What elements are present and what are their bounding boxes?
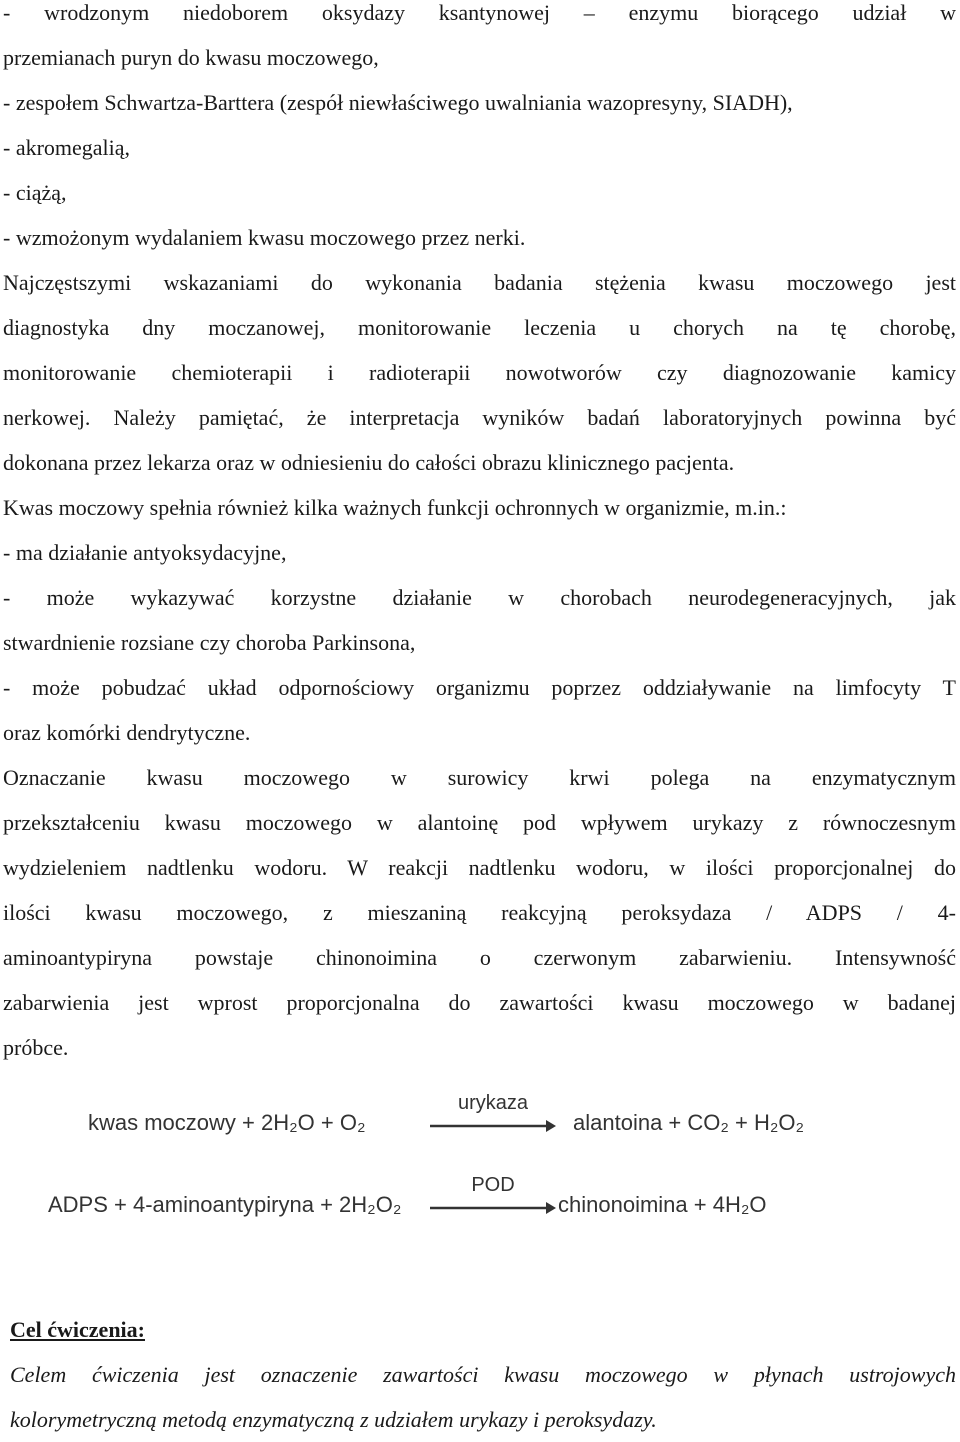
text-line: monitorowanie chemioterapii i radioterapii nowotworów czy diagnozowanie kamicy: [3, 360, 956, 385]
text-line: stwardnienie rozsiane czy choroba Parkinsona,: [3, 630, 416, 655]
reaction-uricase-enzyme: urykaza: [457, 1092, 529, 1114]
text-line: nerkowej. Należy pamiętać, że interpretacja wyników badań laboratoryjnych powinna być: [3, 405, 956, 430]
text-line: próbce.: [3, 1035, 69, 1060]
text-line: - może pobudzać układ odpornościowy organizmu poprzez oddziaływanie na limfocyty T: [3, 675, 956, 700]
text-line: - ciążą,: [3, 180, 67, 205]
text-line: Najczęstszymi wskazaniami do wykonania badania stężenia kwasu moczowego jest: [3, 270, 956, 295]
text-line: - ma działanie antyoksydacyjne,: [3, 540, 287, 565]
text-line: - może wykazywać korzystne działanie w chorobach neurodegeneracyjnych, jak: [3, 585, 956, 610]
reaction-peroxidase-enzyme: POD: [471, 1174, 515, 1196]
reaction-peroxidase-arrow: [428, 1174, 558, 1220]
reaction-uricase-substrates: kwas moczowy + 2H₂O + O₂: [88, 1110, 366, 1135]
text-line: dokonana przez lekarza oraz w odniesieniu do całości obrazu klinicznego pacjenta.: [3, 450, 735, 475]
right-arrow-icon: [428, 1118, 558, 1134]
reaction-uricase-arrow: [428, 1092, 558, 1138]
right-arrow-icon: [428, 1200, 558, 1216]
text-line: aminoantypiryna powstaje chinonoimina o czerwonym zabarwieniu. Intensywność: [3, 945, 956, 970]
text-line: - zespołem Schwartza-Barttera (zespół niewłaściwego uwalniania wazopresyny, SIADH),: [3, 90, 793, 115]
reaction-peroxidase-substrates: ADPS + 4-aminoantypiryna + 2H₂O₂: [48, 1192, 402, 1217]
reaction-peroxidase-products: chinonoimina + 4H₂O: [558, 1192, 767, 1217]
text-line: Kwas moczowy spełnia również kilka ważnych funkcji ochronnych w organizmie, m.in.:: [3, 495, 787, 520]
text-line: zabarwienia jest wprost proporcjonalna do zawartości kwasu moczowego w badanej: [3, 990, 956, 1015]
section-heading: Cel ćwiczenia:: [10, 1317, 145, 1342]
text-line: Celem ćwiczenia jest oznaczenie zawartości kwasu moczowego w płynach ustrojowych: [10, 1362, 956, 1387]
reaction-uricase-products: alantoina + CO₂ + H₂O₂: [573, 1110, 805, 1135]
text-line: - wrodzonym niedoborem oksydazy ksantynowej – enzymu biorącego udział w: [3, 0, 956, 25]
conclusion-text: [10, 1352, 956, 1442]
text-line: ilości kwasu moczowego, z mieszaniną reakcyjną peroksydaza / ADPS / 4-: [3, 900, 956, 925]
text-line: oraz komórki dendrytyczne.: [3, 720, 251, 745]
reaction-peroxidase: [48, 1174, 848, 1220]
body-text: [3, 0, 956, 1070]
text-line: kolorymetryczną metodą enzymatyczną z udziałem urykazy i peroksydazy.: [10, 1407, 657, 1432]
text-line: wydzieleniem nadtlenku wodoru. W reakcji nadtlenku wodoru, w ilości proporcjonalnej do: [3, 855, 956, 880]
text-line: - akromegalią,: [3, 135, 131, 160]
text-line: Oznaczanie kwasu moczowego w surowicy krwi polega na enzymatycznym: [3, 765, 956, 790]
text-line: przemianach puryn do kwasu moczowego,: [3, 45, 379, 70]
text-line: - wzmożonym wydalaniem kwasu moczowego przez nerki.: [3, 225, 526, 250]
text-line: przekształceniu kwasu moczowego w alantoinę pod wpływem urykazy z równoczesnym: [3, 810, 956, 835]
reaction-scheme: [48, 1092, 848, 1238]
reaction-uricase: [88, 1092, 848, 1138]
text-line: diagnostyka dny moczanowej, monitorowanie leczenia u chorych na tę chorobę,: [3, 315, 956, 340]
